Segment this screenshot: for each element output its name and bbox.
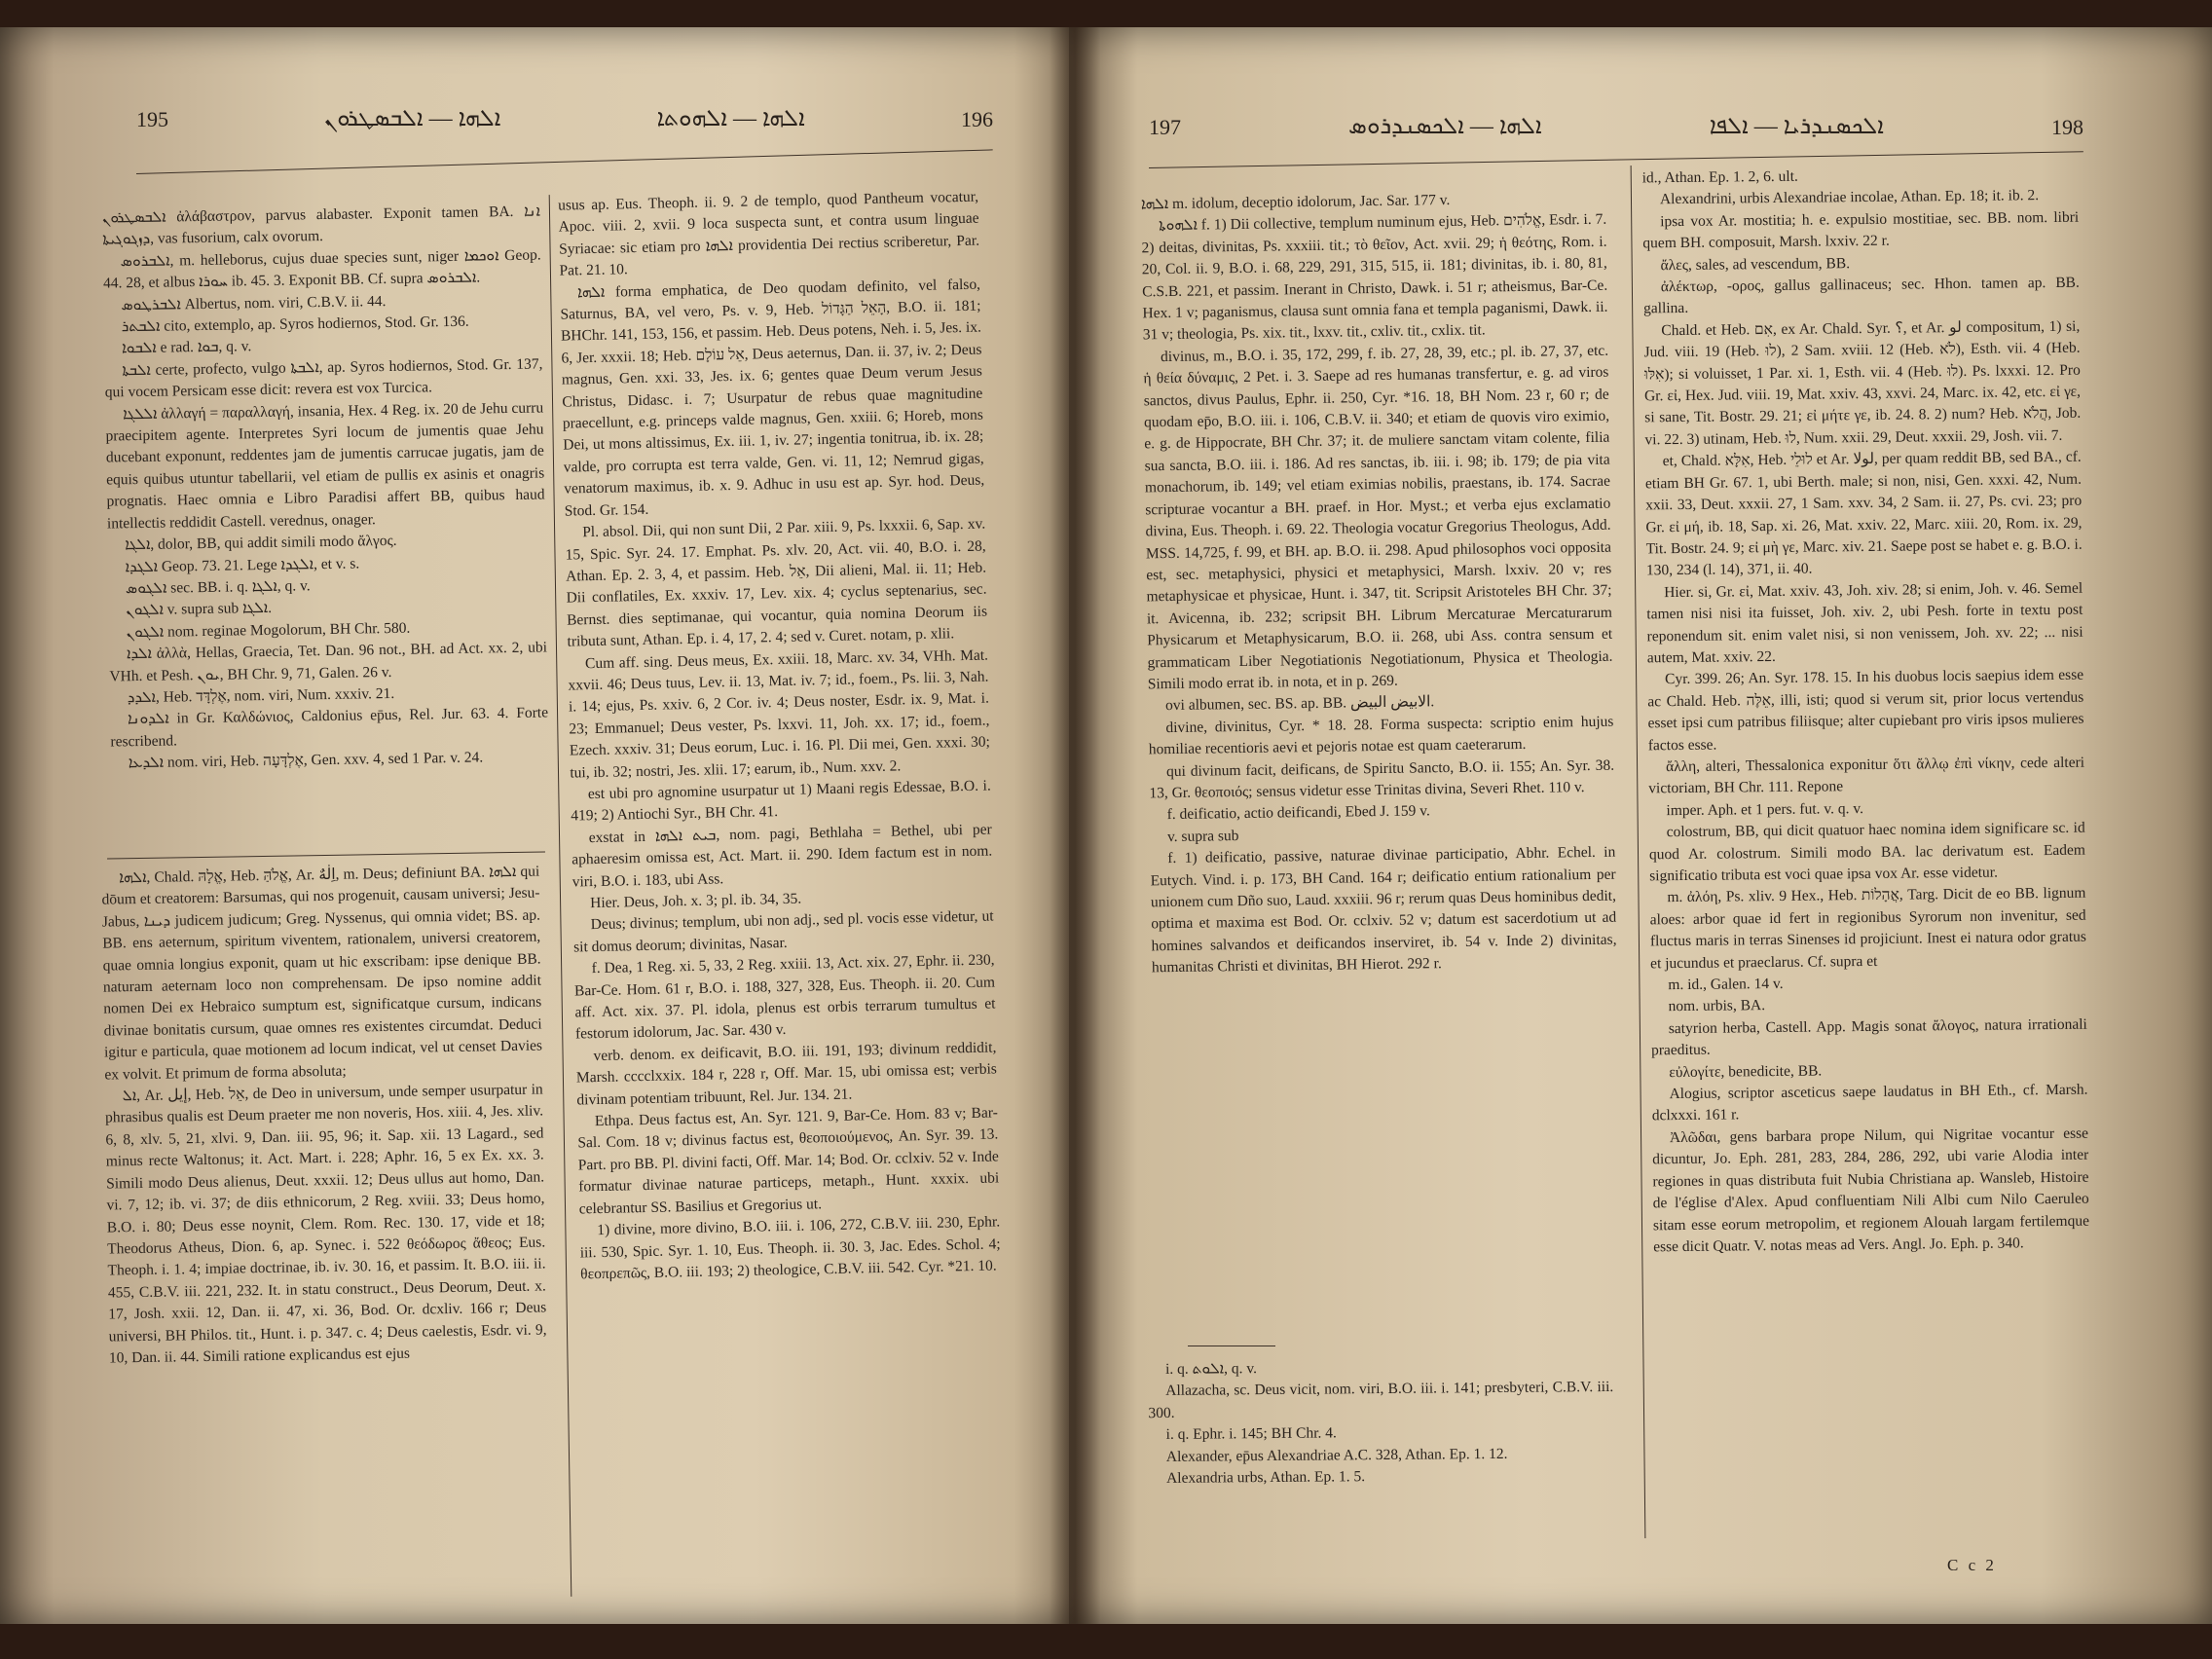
entry: ܐܠܒܘܐ e rad. ܒܘܐ, q. v.	[121, 338, 252, 357]
entry: f. deificatio, actio deificandi, Ebed J. 159 v.	[1166, 802, 1430, 824]
entry: et, Chald. אִלָּא, Heb. לוּלֵי et Ar. لولا, per quam reddit BB, sed BA., cf. etiam BH Gr. 67. 1, ubi Berth. male; si non, nisi, Gen. xxxi. 42, Num. xxii. 33, Deut. xxxii. 27, 1 Sam. xxv. 34, 2 Sam. ii. 27, Ps. cvi. 23; pro Gr. εἰ μή, ib. 18, Sap. xi. 26, Mat. xxiv. 22, Marc. xiii. 20, Rom. ix. 29, Tit. Bostr. 24. 9; εἰ μὴ γε, Marc. xiv. 21. Saepe post se habet e. g. B.O. i. 130, 234 (l. 14), 371, ii. 40.	[1644, 448, 2083, 579]
page-number-198: 198	[2050, 115, 2083, 139]
entry: ܐܠܗܘܬܐ f. 1) Dii collective, templum numinum ejus, Heb. אֱלֹהִים, Esdr. i. 7. 2) deitas, divinitas, Ps. xxxiii. tit.; τὸ θεῖον, Act. xvii. 29; ἡ θεότης, Rom. i. 20, Col. ii. 9, B.O. i. 68, 229, 291, 315, 515, ii. 181; divinitas, ib. i. 80, 81, C.S.B. 221, et passim. Inerant in Christo, Dawk. i. 51 r; atheismus, Bar-Ce. Hex. 1 v; paganismus, clausa sunt omnia fana et templa paganismi, Dawk. ii. 31 v; theologia, Ps. xix. tit., lxxv. tit., cxliv. tit., cxlix. tit.	[1141, 211, 1608, 344]
entry: ܐܠܓܐ, dolor, BB, qui addit simili modo ἄλγος.	[125, 532, 397, 554]
entry: ܐܠ, Ar. إيل, Heb. אֵל, de Deo in universum, unde semper usurpatur in phrasibus qualis est Deum praeter me non noveris, Hos. xiii. 4, Jes. xliv. 6, 8, xlv. 5, 21, xlvi. 9, Dan. iii. 95, 96; it. Sap. xii. 13 Lagard., sed minus recte Waltonus; it. Act. Mart. i. 228; Aphr. 16, 5 ex Ex. xx. 3. Simili modo Deus alienus, Deut. xxxii. 12; Deus ullus aut homo, Dan. vi. 7, 12; ib. vi. 37; de diis ethnicorum, 2 Reg. xviii. 33; Deus homo, B.O. i. 80; Deus esse noynit, Clem. Rom. Rec. 130. 17, vide et 18; Theodorus Atheus, Dion. 6, ap. Synec. i. 522 θεόδωρος ἄθεος; Eus. Theoph. i. 1. 4; impiae doctrinae, ib. iv. 30. 16, et passim. It. B.O. iii. ii. 455, C.B.V. iii. 221, 232. It. in statu construct., Deus Deorum, Deut. x. 17, Josh. xxii. 12, Dan. ii. 47, xi. 36, Bod. Or. dcxliv. 166 r; Deus universi, BH Philos. tit., Hunt. i. p. 347. c. 4; Deus caelestis, Esdr. vi. 9, 10, Dan. ii. 44. Simili ratione explicandus est ejus	[104, 1081, 547, 1367]
entry: ܐܠܒܬܪ cito, extemplo, ap. Syros hodiernos, Stod. Gr. 136.	[121, 313, 469, 336]
entry: qui divinum facit, deificans, de Spiritu Sancto, B.O. ii. 155; An. Syr. 38. 13, Gr. θεοποιός; sensus videtur esse Trinitas divina, Severi Rhet. 110 v.	[1149, 756, 1615, 802]
entry: Pl. absol. Dii, qui non sunt Dii, 2 Par. xiii. 9, Ps. lxxxii. 6, Sap. xv. 15, Spic. Syr. 24. 17. Emphat. Ps. xlv. 20, Act. vii. 40, B.O. i. 28, Athan. Ep. 2. 3, 4, et passim. Heb. אֵל, Dii alieni, Mal. ii. 11; Heb. Dii conflatiles, Ex. xxxiv. 17, Lev. xix. 4; cyclus septenarius, sec. Bernst. dies septimanae, qui vocantur, quia nomina Deorum iis tributa sunt, Athan. Ep. i. 4, 17, 2. 4; sed v. Curet. notam, p. xlii.	[565, 515, 988, 650]
entry: v. supra sub	[1166, 827, 1239, 845]
entry: ܐܠܗܐ forma emphatica, de Deo quodam definito, vel falso, Saturnus, BA, vel vero, Ps. v. 9, Heb. הָאֵל הַגָּדוֹל, B.O. ii. 181; BHChr. 141, 153, 156, et passim. Heb. Deus potens, Neh. i. 5, Jes. ix. 6, Jer. xxxii. 18; Heb. אֵל עוֹלָם, Deus aeternus, Dan. ii. 37, iv. 2; Deus magnus, Gen. xxi. 33, Jes. ix. 6; gentes quae Deum verum Jesus Christus, Didasc. i. 7; Usurpatur de rebus quae magnitudine praecellunt, e.g. princeps valde magnus, Gen. xxiii. 6; Horeb, mons Dei, ut mons altissimus, Ex. iii. 1, iv. 27; ingentia tonitrua, ib. ix. 28; valde, pro corrupta est terra valde, Gen. vi. 11, 12; Nemrud gigas, venatorum maximus, ib. x. 9. Adhuc in usu est ap. Syr. hod. Deus, Stod. Gr. 154.	[560, 276, 985, 520]
entry: usus ap. Eus. Theoph. ii. 9. 2 de templo, quod Pantheum vocatur, Apoc. viii. 2, xvii. 9 loca suspecta sunt, et contra usum linguae Syriacae: sic etiam pro ܐܠܗܐ providentia Dei rectius scriberetur, Par. Pat. 21. 10.	[558, 188, 980, 279]
right-page-column-1	[1141, 188, 1622, 1344]
entry: εὐλογίτε, benedicite, BB.	[1669, 1062, 1823, 1081]
entry: ܐܠܕܐ ἀλλὰ, Hellas, Graecia, Tet. Dan. 96 not., BH. ad Act. xx. 2, ubi VHh. et Pesh. ܝܘܢ, BH Chr. 9, 71, Galen. 26 v.	[109, 639, 548, 685]
entry: est ubi pro agnomine usurpatur ut 1) Maani regis Edessae, B.O. i. 419; 2) Antiochi Syr., BH Chr. 41.	[571, 777, 991, 825]
entry: id., Athan. Ep. 1. 2, 6. ult.	[1641, 167, 1798, 187]
left-page-header	[136, 93, 993, 132]
entry: Alexandrini, urbis Alexandriae incolae, Athan. Ep. 18; it. ib. 2.	[1659, 187, 2040, 208]
entry: Alexandria urbs, Athan. Ep. 1. 5.	[1165, 1468, 1366, 1487]
page-number-197: 197	[1149, 115, 1181, 139]
entry: ܐܠܒܪܘܣ, m. helleborus, cujus duae species sunt, niger ܐܘܟܡܐ Geop. 44. 28, et albus ܚܘܪܐ ib. 45. 3. Exponit BB. Cf. supra ܐܠܒܪܘܣ.	[102, 246, 541, 292]
entry: i. q. Ephr. i. 145; BH Chr. 4.	[1165, 1424, 1337, 1444]
left-page-column-2	[558, 187, 1008, 1598]
entry: colostrum, BB, qui dicit quatuor haec nomina idem significare sc. id quod Ar. colostrum. Simili modo BA. lac derivatum est. Eadem significatio tributa est voci quae ipsa vox Ar. esse videtur.	[1648, 819, 2086, 885]
entry: f. Dea, 1 Reg. xi. 5, 33, 2 Reg. xxiii. 13, Act. xix. 27, Ephr. ii. 230, Bar-Ce. Hom. 61 r, B.O. i. 188, 327, 328, Eus. Theoph. ii. 20. Cum aff. Act. xix. 37. Pl. idola, plenus est orbis terrarum tumultus et festorum idolorum, Jac. Sar. 430 v.	[573, 951, 996, 1043]
entry: ܐܠܓܘܢ v. supra sub ܐܠܓܐ.	[126, 600, 273, 619]
right-page-header	[1149, 101, 2083, 140]
entry: Cum aff. sing. Deus meus, Ex. xxiii. 18, Marc. xv. 34, VHh. Mat. xxvii. 46; Deus tuus, Lev. ii. 13, Mat. iv. 7; id., foem., Ps. lii. 3, Nah. i. 14; ejus, Ps. xxiv. 6, 2 Cor. iv. 4; Deus noster, Esdr. ix. 9, Mat. i. 23; Emmanuel; Deus vester, Ps. lxxvi. 11, Joh. xx. 17; id., foem., Ezech. xxxiv. 31; Deus eorum, Luc. i. 16. Pl. Dii mei, Gen. xxxi. 30; tui, ib. 32; nostri, Jes. xlii. 17; earum, ib., Num. xxv. 2.	[568, 646, 991, 782]
entry: ܐܠܕܥܐ nom. viri, Heb. אֶלְדָּעָה, Gen. xxv. 4, sed 1 Par. v. 24.	[128, 749, 484, 772]
entry: satyrion herba, Castell. App. Magis sonat ἄλογος, natura irrationali praeditus.	[1650, 1015, 2087, 1059]
entry: ܐܠܗܐ m. idolum, deceptio idolorum, Jac. Sar. 177 v.	[1140, 191, 1451, 213]
entry: Allazacha, sc. Deus vicit, nom. viri, B.O. iii. i. 141; presbyteri, C.B.V. iii. 300.	[1148, 1379, 1614, 1421]
entry: m. ἀλόη, Ps. xliv. 9 Hex., Heb. אֲהָלוֹת, Targ. Dicit de eo BB. lignum aloes: arbor quae id fert in regionibus Syrorum non invenitur, sed fluctus maris in terras Sinenses id projiciunt. Inest ei natura odor gratus et jucundus et praeclarus. Cf. supra et	[1649, 885, 2086, 972]
entry: ܐܠܠܓܐ ἀλλαγή = παραλλαγή, insania, Hex. 4 Reg. ix. 20 de Jehu curru praecipitem agente. Interpretes Syri locum de jumentis quae Jehu ducebant exponunt, reddentes jam de jumentis carrucae jugatis, jam de equis quibus utuntur tabellarii, vel etiam de pullis ex asinis et onagris prognatis. Haec omnia e Libro Paradisi affert BB, quibus haud intellectis reddidit Castell. verednus, onager.	[105, 399, 545, 533]
entry: verb. denom. ex deificavit, B.O. iii. 191, 193; divinum reddidit, Marsh. cccclxxix. 184 r, 228 r, Off. Mar. 15, ubi omissa est; verbis divinam potentiam tribuunt, Rel. Jur. 134. 21.	[575, 1039, 998, 1109]
entry: ܐܠܒܣܛܪܘܢ ἀλάβαστρον, parvus alabaster. Exponit tamen BA. ܐܢܐ ܕܙܓܘܓܝܬܐ, vas fusorium, calx ovorum.	[101, 203, 541, 248]
entry: Alogius, scriptor asceticus saepe laudatus in BH Eth., cf. Marsh. dclxxxi. 161 r.	[1651, 1081, 2088, 1124]
entry: ܐܠܒܪܛܘܣ Albertus, nom. viri, C.B.V. ii. 44.	[121, 292, 387, 313]
entry: Ethpa. Deus factus est, An. Syr. 121. 9, Bar-Ce. Hom. 83 v; Bar-Sal. Com. 18 v; divinus factus est, θεοποιούμενος, An. Syr. 39. 13. Part. pro BB. Pl. divini facti, Off. Mar. 14; Bod. Or. cclxiv. 52 v. Inde formatur divinae naturae particeps, metaph., Hunt. xxxix. ubi celebrantur SS. Basilius et Gregorius ut.	[577, 1104, 1000, 1218]
entry: ܐܠܓܕܐ Geop. 73. 21. Lege ܐܠܓܕܐ, et v. s.	[125, 554, 360, 575]
entry: exstat in ܒܝܬ ܐܠܗܐ, nom. pagi, Bethlaha = Bethel, ubi per aphaeresim omissa est, Act. Mart. ii. 290. Idem factum est in nom. viri, B.O. i. 183, ubi Ass.	[571, 821, 993, 891]
entry: divine, divinitus, Cyr. * 18. 28. Forma suspecta: scriptio enim hujus homiliae recentioris aevi et pejoris notae est quam caeterarum.	[1148, 713, 1614, 758]
entry: Ἀλῶδαι, gens barbara prope Nilum, qui Nigritae vocantur esse dicuntur, Jo. Eph. 281, 283, 284, 286, 292, ubi varie Alodia inter regiones in quas distributa fuit Nubia Christiana ap. Wansleb, Histoire de l'église d'Alex. Apud confluentiam Nili Albi cum Nilo Caeruleo sitam esse eorum metropolim, et regionem Alouah largam fertilemque esse dicit Quatr. V. notas meas ad Vers. Angl. Jo. Eph. p. 340.	[1652, 1124, 2090, 1256]
entry: ἄλες, sales, ad vescendum, BB.	[1660, 254, 1851, 274]
left-page-column-1-lower	[101, 862, 551, 1608]
entry: Hier. Deus, Joh. x. 3; pl. ib. 34, 35.	[590, 890, 802, 912]
page-number-195: 195	[136, 107, 168, 131]
entry: Alexander, ep̄us Alexandriae A.C. 328, Athan. Ep. 1. 12.	[1165, 1445, 1508, 1465]
entry: i. q. ܐܠܘܬ, q. v.	[1164, 1360, 1257, 1378]
entry: ovi albumen, sec. BS. ap. BB. الابيض البيض.	[1165, 693, 1435, 715]
entry: Chald. et Heb. אִם, ex Ar. Chald. Syr. ؟, et Ar. لو compositum, 1) si, Jud. viii. 19 (Heb. לוּ), 2 Sam. xviii. 12 (Heb. לֹא), Esth. vii. 4 (Heb. אִלּוּ); si voluisset, 1 Par. xi. 1, Esth. vii. 4 (Heb. לוּ). Ps. lxxxi. 12. Pro Gr. εἰ, Hex. Jud. viii. 19, Mat. xxiv. 43, xxvi. 24, Marc. ix. 42, etc. εἰ γε, si sane, Tit. Bostr. 29. 21; εἰ μήτε γε, ib. 24. 8. 2) num? Heb. הֲלֹא, Job. vi. 22. 3) utinam, Heb. לוּ, Num. xxii. 29, Deut. xxxii. 29, Josh. vii. 7.	[1643, 317, 2082, 449]
entry: ܐܠܓܘܢ nom. reginae Mogolorum, BH Chr. 580.	[126, 619, 411, 641]
entry: Cyr. 399. 26; An. Syr. 178. 15. In his duobus locis saepius idem esse ac Chald. Heb. אֵלֶּה, illi, isti; quod si verum sit, prior locus vertendus esset ipsi cum patribus filiisque; alter cupiebant pro viris ipsos mulieres factos esse.	[1647, 667, 2084, 754]
entry: ܐܠܕܘܢܐ in Gr. Καλδώνιος, Caldonius ep̄us, Rel. Jur. 63. 4. Forte rescribend.	[110, 704, 549, 751]
entry: ipsa vox Ar. mostitia; h. e. expulsio mostitiae, sec. BB. nom. libri quem BH. composuit, Marsh. lxxiv. 22 r.	[1642, 208, 2080, 252]
entry: 1) divine, more divino, B.O. iii. i. 106, 272, C.B.V. iii. 230, Ephr. iii. 530, Spic. Syr. 1. 10, Eus. Theoph. ii. 30. 3, Jac. Edes. Schol. 4; θεοπρεπῶς, B.O. iii. 193; 2) theologice, C.B.V. iii. 542. Cyr. *21. 10.	[579, 1213, 1001, 1283]
entry: ἀλέκτωρ, -ορος, gallus gallinaceus; sec. Hhon. tamen ap. BB. gallina.	[1643, 274, 2080, 317]
entry: m. id., Galen. 14 v.	[1668, 975, 1784, 994]
entry: ܐܠܓܘܣ sec. BB. i. q. ܐܠܓܐ, q. v.	[125, 577, 311, 598]
entry: imper. Aph. et 1 pers. fut. v. q. v.	[1666, 799, 1864, 819]
entry: Hier. si, Gr. εἰ, Mat. xxiv. 43, Joh. xiv. 28; si enim, Joh. v. 46. Semel tamen nisi nisi ita fuisset, Joh. xiv. 2, ubi Pesh. forte in textu post reponendum sit. enim valet nisi, si non venissem, Joh. xv. 22; ... nisi autem, Mat. xxiv. 22.	[1646, 579, 2083, 667]
entry: divinus, m., B.O. i. 35, 172, 299, f. ib. 27, 28, 39, etc.; pl. ib. 27, 37, etc. ἡ θεία δύναμις, 2 Pet. i. 3. Saepe ad res humanas transfertur, e. g. ad viros sanctos, divus Paulus, Ephr. ii. 250, Cyr. *16. 18, BH Nom. 23 r, 60 r; de quodam ep̄o, B.O. iii. i. 106, C.B.V. ii. 340; et etiam de quovis viro eximio, e. g. de Hippocrate, BH Chr. 37; it. de muliere sanctam vitam colente, filia sua sancta, B.O. iii. i. 186. Ad res sanctas, ib. iii. i. 98; ib. 179; de pia vita monachorum, ib. 149; vel etiam eximias nobilis, praestans, ib. 174. Sacrae scripturae vocantur a BH. praef. in Hor. Myst.; et verba ejus exclamatio divina, Eus. Theoph. i. 69. 22. Theologia vocatur Gregorius Theologus, Add. MSS. 14,725, f. 99, et BH. ap. B.O. ii. 298. Apud philosophos voci opposita est, sec. metaphysici, physici et metaphysici, Marsh. lxxiv. 20 v; res metaphysicae et physicae, Hunt. i. 347, tit. Scripsit Aristoteles BH Chr. 37; it. Avicenna, ib. 232; scripsit BH. Librum Mercaturae Mercaturarum Physicarum et Metaphysicarum, B.O. ii. 268, ubi Ass. contra sensum et grammaticam Liber Negotiationis Negotiationum, Physica et Theologia. Simili modo errat ib. in nota, et in p. 269.	[1143, 342, 1613, 693]
book-gutter	[1050, 27, 1100, 1624]
running-head-right: ܐܠܟܣܢܕܪܝܐ — ܐܠܦܐ	[1709, 114, 1884, 139]
running-head-right: ܐܠܗܐ — ܐܠܗܘܬܐ	[656, 106, 805, 131]
entry: ܐܠܒܬܐ certe, profecto, vulgo ܐܠܒܬܐ, ap. Syros hodiernos, Stod. Gr. 137, qui vocem Persicam esse dicit: revera est vox Turcica.	[104, 355, 543, 401]
right-page-column-1-lower	[1148, 1355, 1615, 1593]
page-number-196: 196	[960, 107, 993, 131]
signature-mark: C c 2	[1947, 1556, 1997, 1574]
running-head-left: ܐܠܗܐ — ܐܠܒܣܛܪܘܢ	[324, 106, 501, 131]
entry: f. 1) deificatio, passive, naturae divinae participatio, Abhr. Echel. in Eutych. Vind. i. p. 173, BH Cand. 164 r; deificatio entium rationalium per unionem cum Dño suo, Laud. xxxiii. 96 r; rerum quas Deus hominibus dedit, optima et maxima est Bod. Or. cclxiv. 52 v; datum est sacerdotium ut ad homines salvandos et deificandos inserviret, ib. 54 v. Inde 2) divinitas, humanitas Christi et divinitas, BH Hierot. 292 r.	[1150, 843, 1617, 977]
entry: ܐܠܗܐ, Chald. אֱלָהּ, Heb. אֱלֹהַּ, Ar. اِلٰهٌ, m. Deus; definiunt BA. ܐܠܗܐ qui dōum et creatorem: Barsumas, qui nos progenuit, causam universi; Jesu-Jabus, ܕܝܢܐ judicem judicum; Greg. Nyssenus, qui omnia videt; BS. ap. BB. ens aeternum, spiritum viventem, rationalem, universi creatorem, quae omnia longius exponit, quam ut hic exscribam: ipse denique BB. naturam aeternam loco non comprehensam. De ipso nomine addit nomen Dei ex Hebraico sumptum est, significatque cursum, indicans divinae bonitatis cursum, quae omnes res existentes circumdat. Deduci igitur e particula, quae motionem ad locum indicat, vel ut censet Davies ex volvit. Et primum de forma absoluta;	[101, 863, 543, 1084]
entry: nom. urbis, BA.	[1668, 997, 1766, 1015]
entry: Deus; divinus; templum, ubi non adj., sed pl. vocis esse videtur, ut sit domus deorum; divinitas, Nasar.	[572, 907, 994, 956]
running-head-left: ܐܠܗܐ — ܐܠܟܣܢܕܪܘܣ	[1348, 114, 1542, 139]
left-page-column-1	[102, 202, 550, 851]
entry: ἄλλη, alteri, Thessalonica exponitur ὅτι ἄλλῳ ἐπὶ νίκην, cede alteri victoriam, BH Chr. 111. Repone	[1648, 754, 2085, 797]
entry: ܐܠܕܕ, Heb. אֶלְדָּד, nom. viri, Num. xxxiv. 21.	[127, 684, 395, 707]
right-page-column-2	[1642, 164, 2093, 1551]
